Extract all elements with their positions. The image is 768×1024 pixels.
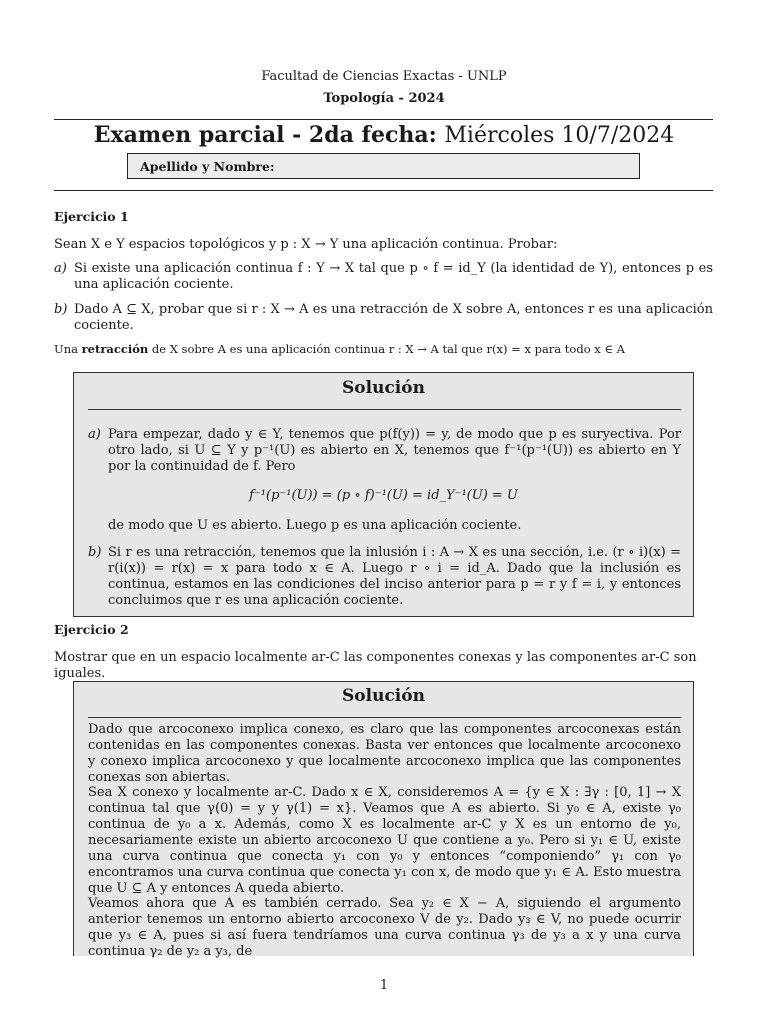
- header-top-rule: [54, 119, 713, 120]
- note-term: retracción: [81, 342, 149, 356]
- name-field-box[interactable]: [127, 153, 640, 179]
- item-text: Si existe una aplicación continua f : Y → X tal que p ∘ f = id_Y (la identidad de Y), entonces p es una aplicación cociente.: [74, 261, 713, 292]
- solution-1-item-b: [88, 545, 681, 609]
- solution-2-paragraph-1: Dado que arcoconexo implica conexo, es claro que las componentes arcoconexas están contenidas en las componentes conexas. Basta ver entonces que localmente arcoconexo y conexo implica arcoconexo y que localmente arcoconexo implica que las componentes conexas son abiertas.: [88, 722, 681, 785]
- exam-title-label: Examen parcial - 2da fecha:: [93, 122, 437, 148]
- exercise-2-statement: Mostrar que en un espacio localmente ar-C las componentes conexas y las componentes ar-C son iguales.: [54, 650, 697, 681]
- page-number: 1: [379, 978, 389, 993]
- item-text: Si r es una retracción, tenemos que la inlusión i : A → X es una sección, i.e. (r ∘ i)(x) = r(i(x)) = r(x) = x para todo x ∈ A. Luego r ∘ i = id_A. Dado que la inclusión es continua, estamos en las condiciones del inciso anterior para p = r y f = i, y entonces concluimos que r es una aplicación cociente.: [108, 545, 681, 608]
- item-marker: a): [54, 261, 67, 276]
- note-suffix: de X sobre A es una aplicación continua r : X → A tal que r(x) = x para todo x ∈ A: [151, 342, 625, 356]
- solution-2-box: [73, 681, 694, 959]
- item-text: Dado A ⊆ X, probar que si r : X → A es una retracción de X sobre A, entonces r es una aplicación cociente.: [74, 302, 713, 333]
- solution-1-box: [73, 372, 694, 617]
- solution-2-paragraph-2: Sea X conexo y localmente ar-C. Dado x ∈ X, consideremos A = {y ∈ X : ∃γ : [0, 1] → X continua tal que γ(0) = y y γ(1) = x}. Veamos que A es abierto. Si y₀ ∈ A, existe γ₀ continua de y₀ a x. Además, como X es localmente ar-C y X es un entorno de y₀, necesariamente existe un abierto arcoconexo U que contiene a y₀. Pero si y₁ ∈ U, existe una curva continua que conecta y₁ con y₀ y entonces “componiendo” γ₁ con γ₀ encontramos una curva continua que conecta y₁ con x, de modo que y₁ ∈ A. Esto muestra que U ⊆ A y entonces A queda abierto.: [88, 785, 681, 896]
- exercise-1-item-a: [54, 261, 713, 293]
- faculty-name: Facultad de Ciencias Exactas - UNLP: [261, 69, 507, 84]
- exercise-1-item-b: [54, 302, 713, 334]
- item-marker: a): [88, 427, 101, 442]
- solution-2-paragraph-3: Veamos ahora que A es también cerrado. Sea y₂ ∈ X − A, siguiendo el argumento anterior tenemos un entorno abierto arcoconexo V de y₂. Dado y₃ ∈ V, no puede ocurrir que y₃ ∈ A, pues si así fuera tendríamos una curva continua γ₃ de y₃ a x y una curva continua γ₂ de y₂ a y₃, de: [88, 896, 681, 959]
- name-field-label: Apellido y Nombre:: [140, 159, 275, 174]
- exercise-1-intro: Sean X e Y espacios topológicos y p : X → Y una aplicación continua. Probar:: [54, 237, 558, 252]
- solution-1-item-a: [88, 427, 681, 475]
- exam-date: Miércoles 10/7/2024: [444, 123, 675, 148]
- item-marker: b): [54, 302, 68, 317]
- retraction-definition-note: [54, 342, 713, 357]
- solution-1-title: Solución: [342, 378, 425, 398]
- item-marker: b): [88, 545, 102, 560]
- header-bottom-rule: [54, 190, 713, 191]
- note-prefix: Una: [54, 342, 78, 356]
- solution-1-formula: f⁻¹(p⁻¹(U)) = (p ∘ f)⁻¹(U) = id_Y⁻¹(U) = U: [249, 488, 518, 503]
- exercise-1-heading: Ejercicio 1: [54, 209, 129, 224]
- course-title: Topología - 2024: [323, 91, 445, 106]
- solution-1-rule: [88, 409, 681, 410]
- exercise-2-heading: Ejercicio 2: [54, 622, 129, 637]
- exam-title: [0, 122, 768, 148]
- solution-1-item-a-conclusion: de modo que U es abierto. Luego p es una aplicación cociente.: [108, 518, 522, 533]
- item-text: Para empezar, dado y ∈ Y, tenemos que p(f(y)) = y, de modo que p es suryectiva. Por otro lado, si U ⊆ Y y p⁻¹(U) es abierto en X, tenemos que f⁻¹(p⁻¹(U)) es abierto en Y por la continuidad de f. Pero: [108, 427, 681, 474]
- solution-2-title: Solución: [342, 686, 425, 706]
- solution-2-rule: [88, 717, 681, 718]
